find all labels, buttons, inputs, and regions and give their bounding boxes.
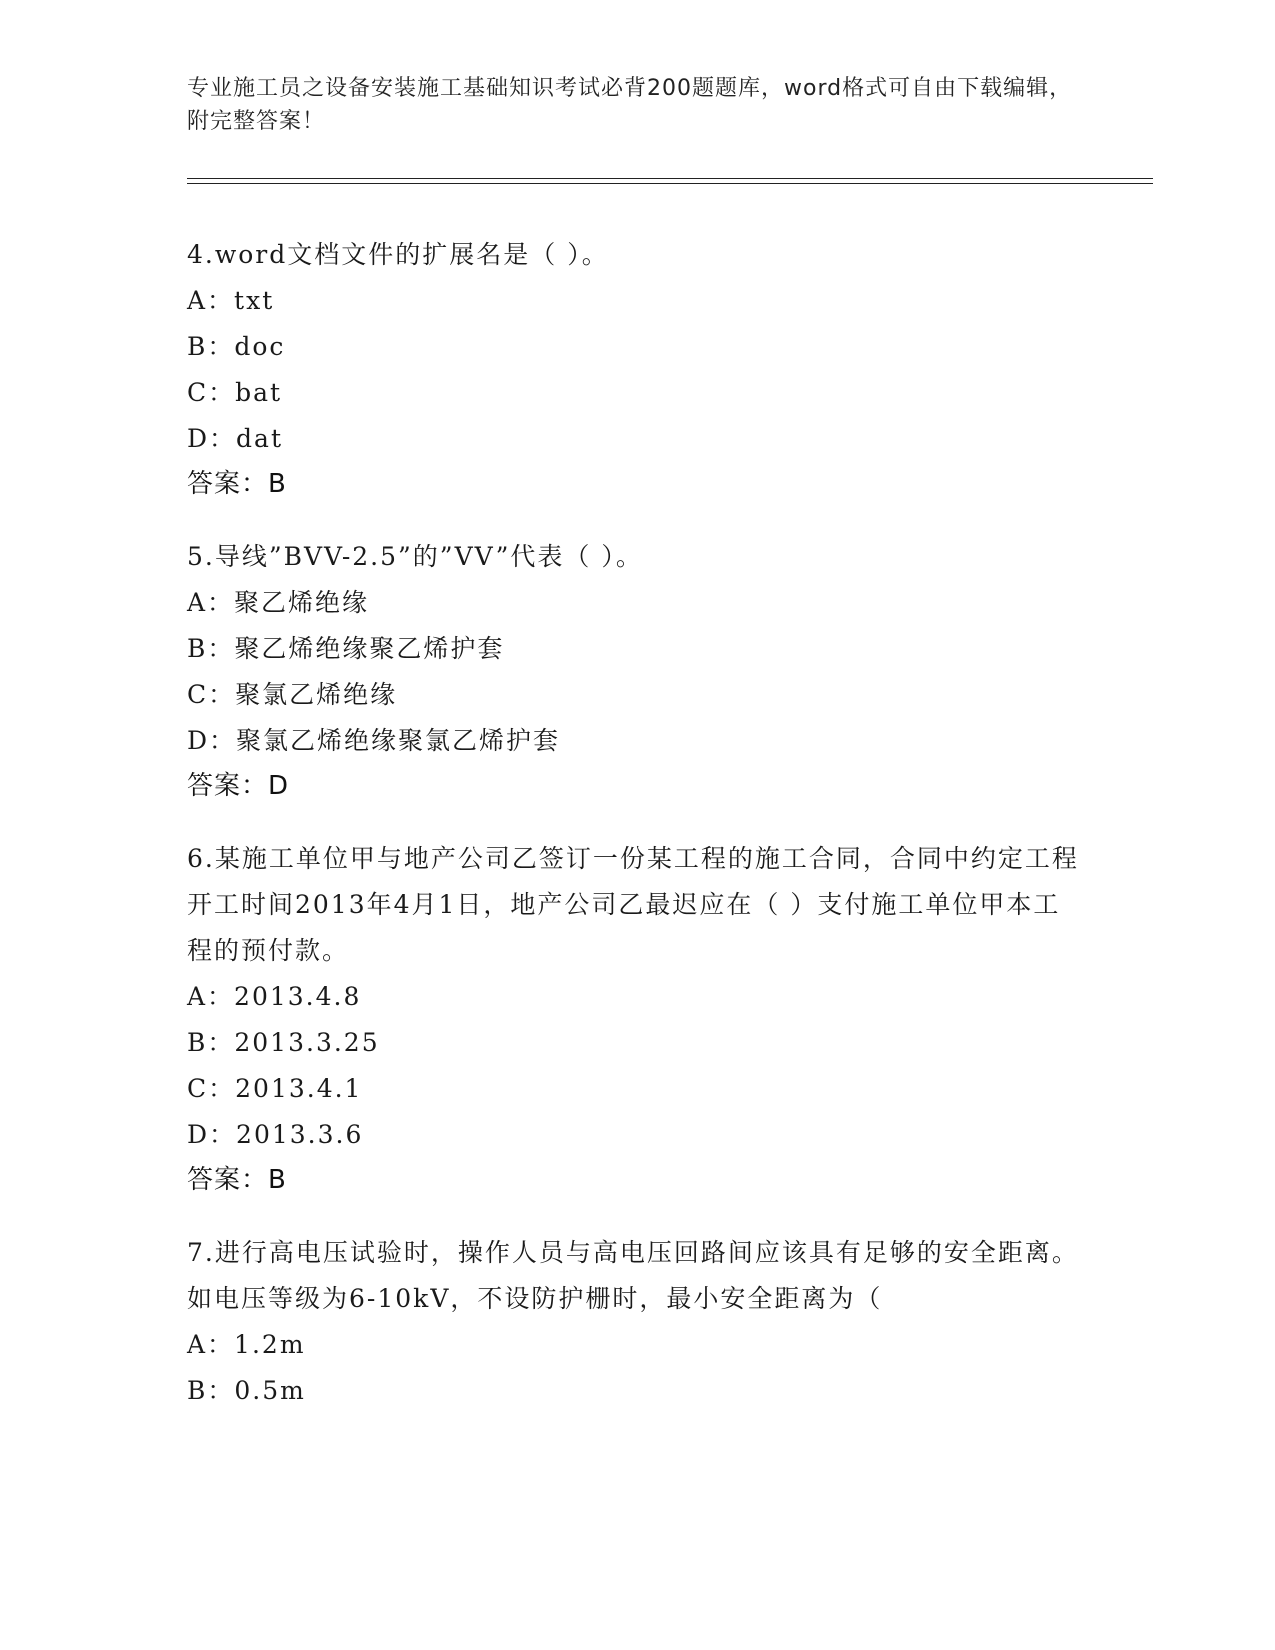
answer: 答案：D bbox=[187, 771, 290, 801]
question-text: 4.word文档文件的扩展名是（ ）。 bbox=[187, 240, 609, 269]
option-c: C：bat bbox=[187, 378, 283, 407]
option-b: B：0.5m bbox=[187, 1376, 306, 1405]
option-b: B：doc bbox=[187, 332, 286, 361]
document-header: 专业施工员之设备安装施工基础知识考试必背200题题库，word格式可自由下载编辑，附完整答案！ bbox=[187, 76, 1073, 134]
answer: 答案：B bbox=[187, 469, 287, 499]
option-b: B：2013.3.25 bbox=[187, 1028, 380, 1057]
question-list bbox=[187, 232, 1087, 1442]
question-6 bbox=[187, 836, 1087, 1202]
question-5 bbox=[187, 534, 1087, 808]
question-text: 5.导线”BVV-2.5”的”VV”代表（ ）。 bbox=[187, 542, 643, 571]
option-c: C：聚氯乙烯绝缘 bbox=[187, 680, 398, 709]
option-d: D：聚氯乙烯绝缘聚氯乙烯护套 bbox=[187, 726, 561, 755]
question-text: 6.某施工单位甲与地产公司乙签订一份某工程的施工合同，合同中约定工程开工时间2013年4月1日，地产公司乙最迟应在（ ）支付施工单位甲本工程的预付款。 bbox=[187, 844, 1079, 965]
question-text: 7.进行高电压试验时，操作人员与高电压回路间应该具有足够的安全距离。如电压等级为6-10kV，不设防护栅时，最小安全距离为（ bbox=[187, 1238, 1079, 1313]
question-4 bbox=[187, 232, 1087, 506]
header-divider-bottom bbox=[187, 183, 1153, 184]
option-d: D：dat bbox=[187, 424, 283, 453]
question-7 bbox=[187, 1230, 1087, 1414]
option-b: B：聚乙烯绝缘聚乙烯护套 bbox=[187, 634, 505, 663]
option-c: C：2013.4.1 bbox=[187, 1074, 363, 1103]
option-d: D：2013.3.6 bbox=[187, 1120, 364, 1149]
header-divider-top bbox=[187, 178, 1153, 179]
option-a: A：1.2m bbox=[187, 1330, 306, 1359]
option-a: A：聚乙烯绝缘 bbox=[187, 588, 370, 617]
answer: 答案：B bbox=[187, 1165, 287, 1195]
option-a: A：2013.4.8 bbox=[187, 982, 362, 1011]
option-a: A：txt bbox=[187, 286, 275, 315]
